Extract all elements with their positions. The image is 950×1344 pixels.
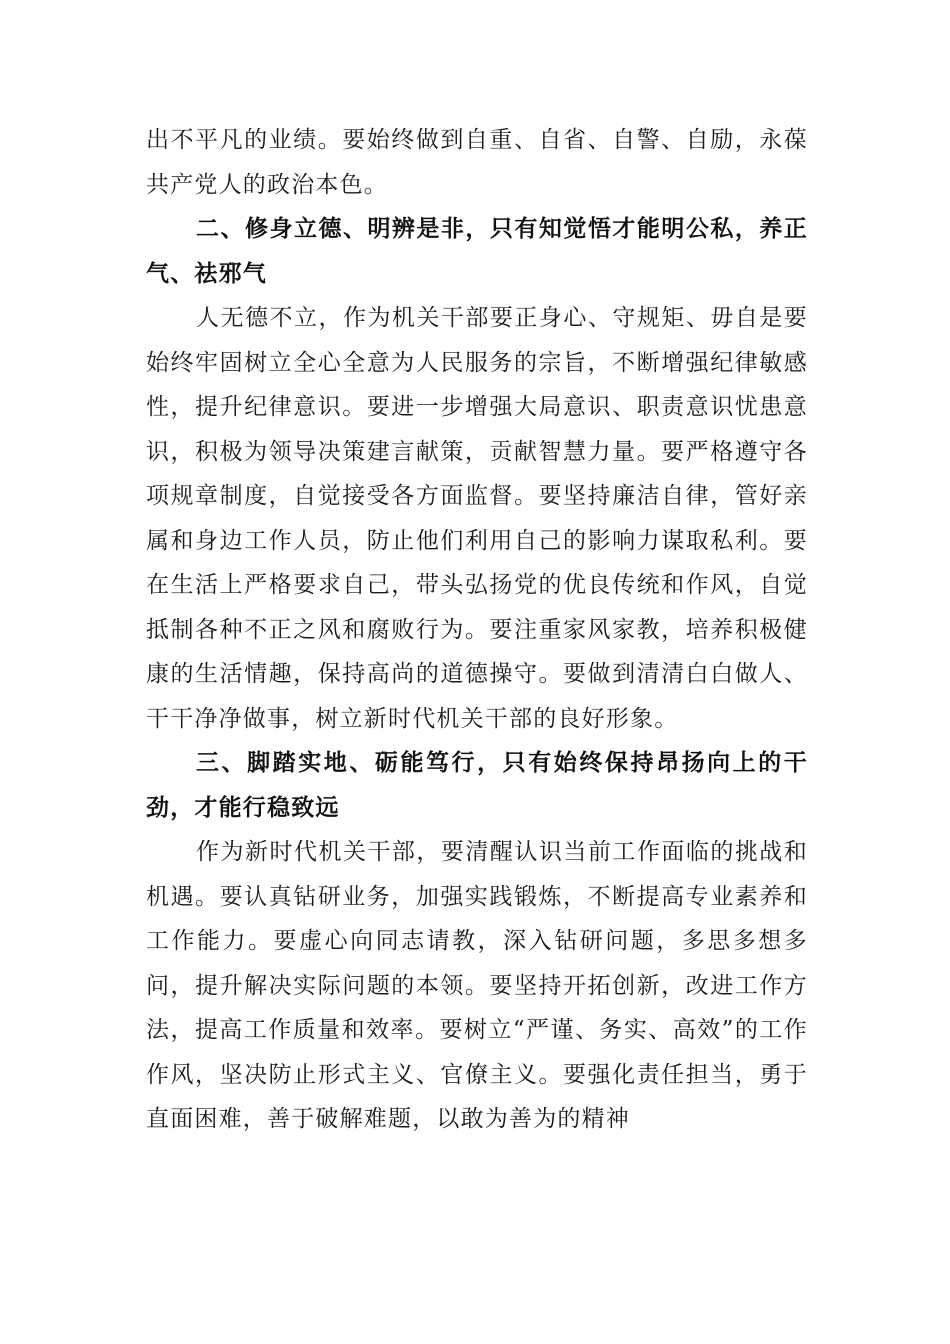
paragraph-continuation: 出不平凡的业绩。要始终做到自重、自省、自警、自励，永葆共产党人的政治本色。 <box>146 127 808 198</box>
paragraph-section-two: 人无德不立，作为机关干部要正身心、守规矩、毋自是要始终牢固树立全心全意为人民服务的宗旨，不断增强纪律敏感性，提升纪律意识。要进一步增强大局意识、职责意识忧患意识，积极为领导决策建言献策，贡献智慧力量。要严格遵守各项规章制度，自觉接受各方面监督。要坚持廉洁自律，管好亲属和身边工作人员，防止他们利用自己的影响力谋取私利。要在生活上严格要求自己，带头弘扬党的优良传统和作风，自觉抵制各种不正之风和腐败行为。要注重家风家教，培养积极健康的生活情趣，保持高尚的道德操守。要做到清清白白做人、干干净净做事，树立新时代机关干部的良好形象。 <box>146 305 808 732</box>
document-body <box>146 118 808 1142</box>
section-heading-three: 三、脚踏实地、砺能笃行，只有始终保持昂扬向上的干劲，才能行稳致远 <box>146 750 808 821</box>
section-heading-two: 二、修身立德、明辨是非，只有知觉悟才能明公私，养正气、祛邪气 <box>146 216 808 287</box>
paragraph-section-three: 作为新时代机关干部，要清醒认识当前工作面临的挑战和机遇。要认真钻研业务，加强实践锻炼，不断提高专业素养和工作能力。要虚心向同志请教，深入钻研问题，多思多想多问，提升解决实际问题的本领。要坚持开拓创新，改进工作方法，提高工作质量和效率。要树立“严谨、务实、高效”的工作作风，坚决防止形式主义、官僚主义。要强化责任担当，勇于直面困难，善于破解难题，以敢为善为的精神 <box>146 839 808 1132</box>
